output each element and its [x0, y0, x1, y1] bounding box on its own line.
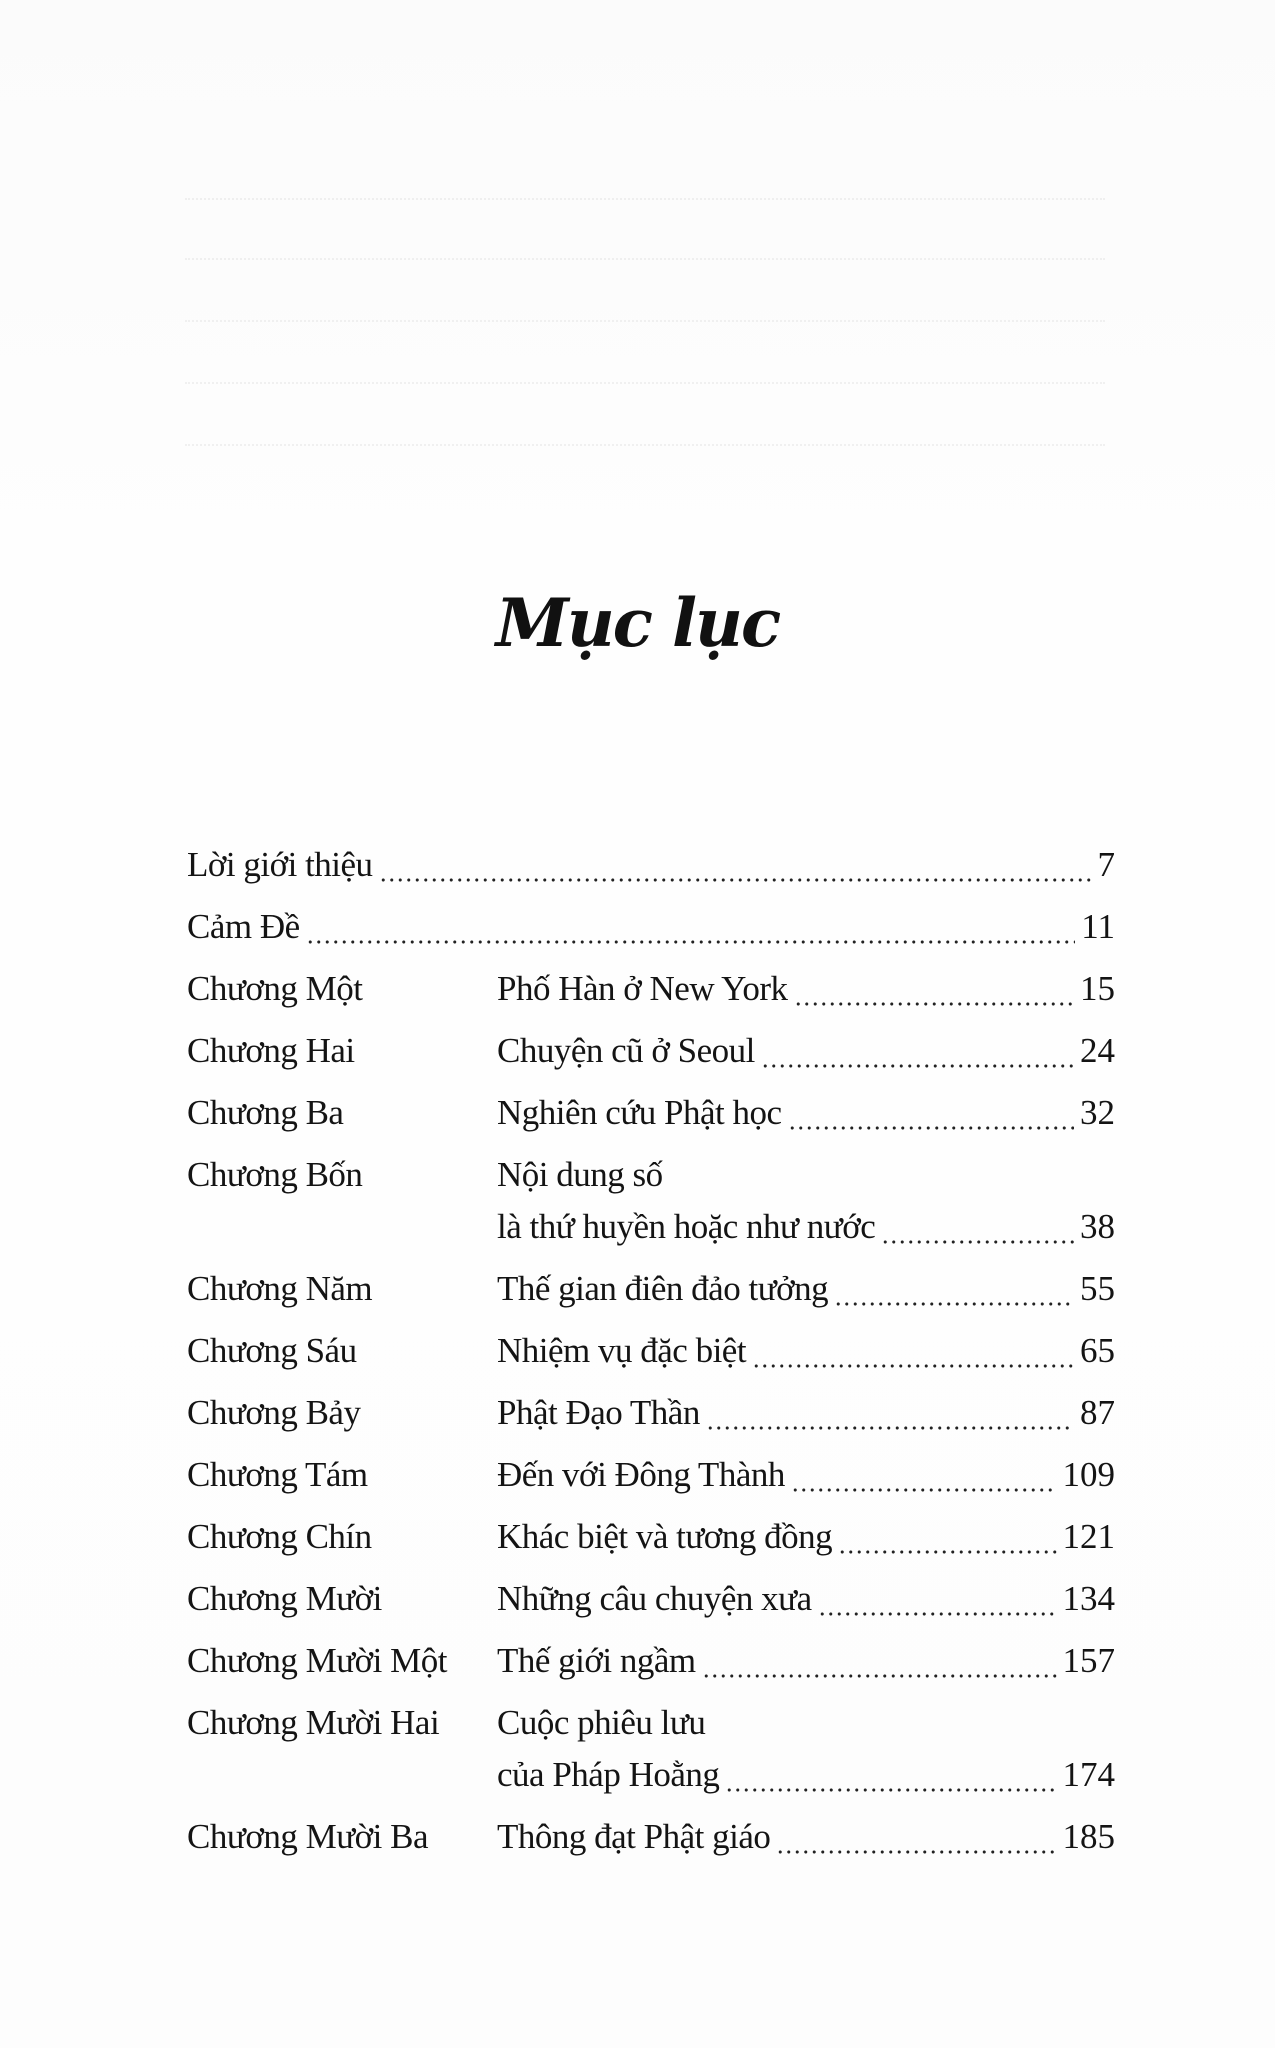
chapter-title: Chuyện cũ ở Seoul	[497, 1031, 755, 1070]
toc-entry-title: Lời giới thiệu	[187, 845, 373, 884]
dot-leader	[776, 1850, 1056, 1854]
toc-page-number: 32	[1080, 1093, 1115, 1132]
dot-leader	[794, 1002, 1075, 1006]
toc-page-number: 109	[1062, 1455, 1115, 1494]
bleed-through-line	[185, 382, 1105, 386]
chapter-label: Chương Ba	[187, 1093, 344, 1132]
toc-page-number: 11	[1081, 907, 1115, 946]
chapter-label: Chương Bảy	[187, 1393, 361, 1432]
chapter-label: Chương Chín	[187, 1517, 372, 1556]
toc-page-number: 15	[1080, 969, 1115, 1008]
chapter-title-line-1: Nội dung số	[497, 1155, 663, 1194]
toc-page-number: 121	[1062, 1517, 1115, 1556]
toc-entry-chapter-1[interactable]	[187, 958, 1115, 1020]
toc-page-number: 65	[1080, 1331, 1115, 1370]
chapter-title: Thế gian điên đảo tưởng	[497, 1269, 829, 1308]
chapter-label: Chương Mười Một	[187, 1641, 447, 1680]
dot-leader	[761, 1064, 1074, 1068]
chapter-label: Chương Hai	[187, 1031, 355, 1070]
dot-leader	[788, 1126, 1074, 1130]
chapter-label: Chương Năm	[187, 1269, 373, 1308]
chapter-title: Những câu chuyện xưa	[497, 1579, 812, 1618]
toc-entry-chapter-2[interactable]	[187, 1020, 1115, 1082]
bleed-through-line	[185, 444, 1105, 448]
bleed-through-line	[185, 320, 1105, 324]
toc-page-number: 185	[1062, 1817, 1115, 1856]
chapter-title-line-1: Cuộc phiêu lưu	[497, 1703, 706, 1742]
dot-leader	[818, 1612, 1057, 1616]
toc-entry-chapter-3[interactable]	[187, 1082, 1115, 1144]
toc-entry-chapter-12-continued[interactable]	[187, 1754, 1115, 1806]
chapter-label: Chương Mười Ba	[187, 1817, 429, 1856]
dot-leader	[379, 878, 1092, 882]
toc-entry-chapter-9[interactable]	[187, 1506, 1115, 1568]
toc-entry-introduction[interactable]	[187, 834, 1115, 896]
dot-leader	[706, 1426, 1074, 1430]
toc-entry-title: Cảm Đề	[187, 907, 300, 946]
bleed-through-line	[185, 258, 1105, 262]
dot-leader	[838, 1550, 1056, 1554]
dot-leader	[306, 940, 1076, 944]
chapter-label: Chương Mười	[187, 1579, 382, 1618]
chapter-title: Thông đạt Phật giáo	[497, 1817, 771, 1856]
chapter-title: Khác biệt và tương đồng	[497, 1517, 833, 1556]
chapter-title: Phố Hàn ở New York	[497, 969, 788, 1008]
toc-page-number: 7	[1097, 845, 1115, 884]
dot-leader	[702, 1674, 1057, 1678]
dot-leader	[791, 1488, 1057, 1492]
chapter-label: Chương Một	[187, 969, 363, 1008]
bleed-through-line	[185, 198, 1105, 202]
chapter-title: Nhiệm vụ đặc biệt	[497, 1331, 747, 1370]
toc-entry-chapter-5[interactable]	[187, 1258, 1115, 1320]
chapter-label: Chương Sáu	[187, 1331, 357, 1370]
toc-entry-chapter-13[interactable]	[187, 1806, 1115, 1868]
toc-entry-chapter-8[interactable]	[187, 1444, 1115, 1506]
toc-page-number: 38	[1080, 1207, 1115, 1246]
toc-entry-chapter-11[interactable]	[187, 1630, 1115, 1692]
toc-entry-chapter-6[interactable]	[187, 1320, 1115, 1382]
toc-page-number: 24	[1080, 1031, 1115, 1070]
table-of-contents	[187, 834, 1115, 1868]
chapter-title-line-2: là thứ huyền hoặc như nước	[497, 1207, 876, 1246]
chapter-title: Đến với Đông Thành	[497, 1455, 785, 1494]
chapter-label: Chương Mười Hai	[187, 1703, 440, 1742]
chapter-label: Chương Bốn	[187, 1155, 363, 1194]
chapter-title: Nghiên cứu Phật học	[497, 1093, 782, 1132]
toc-entry-chapter-10[interactable]	[187, 1568, 1115, 1630]
toc-page-number: 55	[1080, 1269, 1115, 1308]
dot-leader	[881, 1240, 1074, 1244]
dot-leader	[725, 1788, 1056, 1792]
toc-page-number: 157	[1062, 1641, 1115, 1680]
toc-entry-chapter-4-continued[interactable]	[187, 1206, 1115, 1258]
chapter-label: Chương Tám	[187, 1455, 368, 1494]
dot-leader	[834, 1302, 1074, 1306]
toc-page-number: 174	[1062, 1755, 1115, 1794]
toc-page-number: 87	[1080, 1393, 1115, 1432]
chapter-title: Phật Đạo Thần	[497, 1393, 700, 1432]
dot-leader	[752, 1364, 1074, 1368]
page-title: Mục lục	[495, 584, 780, 663]
chapter-title: Thế giới ngầm	[497, 1641, 696, 1680]
chapter-title-line-2: của Pháp Hoằng	[497, 1755, 720, 1794]
toc-entry-chapter-7[interactable]	[187, 1382, 1115, 1444]
toc-entry-cam-de[interactable]	[187, 896, 1115, 958]
toc-page-number: 134	[1062, 1579, 1115, 1618]
